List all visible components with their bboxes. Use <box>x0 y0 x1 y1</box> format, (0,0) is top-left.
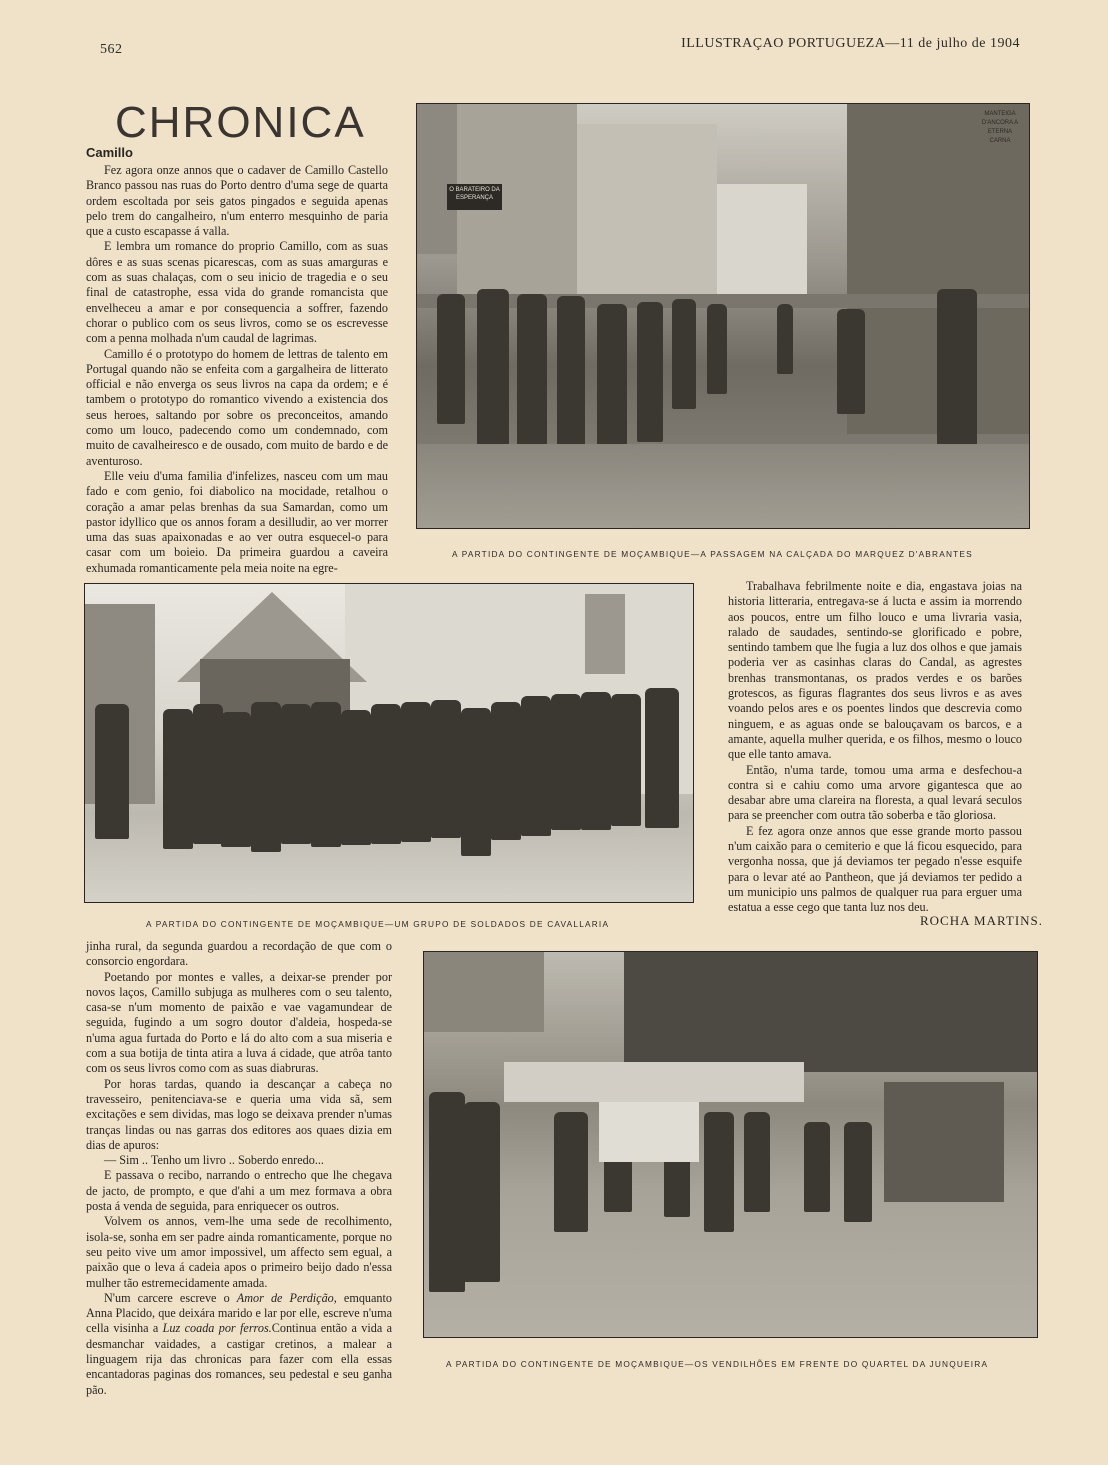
column-left-bottom <box>86 939 392 1397</box>
paragraph: E fez agora onze annos que esse grande morto passou n'um caixão para o cemiterio e que lá ficou esquecido, para vergonha nossa, que já deviamos ter pegado n'esse esquife para o levar até ao Pantheon, que já deviamos ter pedido a um municipio uns palmos de qualquer rua para erguer uma estatua a esse cego que tanta luz nos deu. <box>728 823 1022 915</box>
article-subtitle: Camillo <box>86 145 133 160</box>
book-title-luz: Luz coada por ferros. <box>162 1321 272 1336</box>
paragraph: E passava o recibo, narrando o entrecho que lhe chegava de jacto, de prompto, e que d'ahi a um mez formava a obra posta á venda de seguida, para enriquecer os outros. <box>86 1168 392 1214</box>
column-right <box>728 579 1022 914</box>
caption-photo-1: A PARTIDA DO CONTINGENTE DE MOÇAMBIQUE—A PASSAGEM NA CALÇADA DO MARQUEZ D'ABRANTES <box>452 549 973 559</box>
paragraph: Volvem os annos, vem-lhe uma sede de recolhimento, isola-se, sonha em ser padre ainda romanticamente, porque no seu peito vive um amor impossivel, um affecto sem egual, a paixão que o leva á cadeia apos o primeiro beijo dado n'essa mulher tão estremecidamente amada. <box>86 1214 392 1290</box>
shop-sign-right: MANTEIGA D'ANCORA A ETERNA CARNA <box>981 111 1019 144</box>
book-title-amor: Amor de Perdição <box>236 1290 334 1305</box>
author-signature: ROCHA MARTINS. <box>920 913 1044 928</box>
shop-sign-left: O BARATEIRO DA ESPERANÇA <box>447 184 502 210</box>
paragraph: jinha rural, da segunda guardou a recordação de que com o consorcio engordara. <box>86 939 392 969</box>
photo-street-march <box>416 103 1030 529</box>
caption-photo-2: A PARTIDA DO CONTINGENTE DE MOÇAMBIQUE—UM GRUPO DE SOLDADOS DE CAVALLARIA <box>146 919 610 929</box>
paragraph: E lembra um romance do proprio Camillo, com as suas dôres e as suas scenas picarescas, com as suas amarguras e com as suas chalaças, com o seu inicio de tragedia e o seu final de catastrophe, essa vida do grande romancista que envelheceu a amar e por consequencia a soffrer, fazendo chorar o publico com os seus livros, como se os escrevesse com a penna molhada n'um caudal de lagrimas. <box>86 239 388 346</box>
paragraph: Fez agora onze annos que o cadaver de Camillo Castello Branco passou nas ruas do Porto dentro d'uma sege de quarta ordem escoltada por seis gatos pingados e seguida apenas pelo trem do cangalheiro, n'um enterro mesquinho de paria que a custo escapasse á valla. <box>86 163 388 239</box>
paragraph: Elle veiu d'uma familia d'infelizes, nasceu com um mau fado e com genio, foi diabolico na mocidade, retalhou o coração a amar pelas brenhas da sua Samardan, como um pastor idyllico que os annos foram a desilludir, ao ver morrer uma das suas apaixonadas e ao ver outra esquecel-o para casar com um boieio. Da primeira guardou a caveira exhumada romanticamente pela meia noite na egre- <box>86 468 388 575</box>
paragraph: Poetando por montes e valles, a deixar-se prender por novos laços, Camillo subjuga as mulheres com o seu talento, casa-se n'um momento de paixão e vae vagamundear de seguida, fugindo a um sogro doutor d'aldeia, hospeda-se n'uma agua furtada do Porto e lá do alto com a sua miseria e com a sua botija de tinta atira a luva á cidade, que atrôa tanto com os seus livros como com as suas diabruras. <box>86 969 392 1076</box>
paragraph: N'um carcere escreve o Amor de Perdição, emquanto Anna Placido, que deixára marido e lar por elle, escreve n'uma cella visinha a Luz coada por ferros.Continua então a vida a desmanchar vaidades, a castigar cretinos, a malear a linguagem rija das chronicas para fazer com ella essas encantadoras paginas dos romances, seu pedestal e seu ganha pão. <box>86 1290 392 1397</box>
paragraph: Por horas tardas, quando ia descançar a cabeça no travesseiro, penitenciava-se e queria uma vida sã, sem excitações e sem dividas, mas logo se deixava prender n'umas tranças lindas ou nas garras dos editores aos quaes dizia em dias de apuros: <box>86 1076 392 1152</box>
photo-cavalry-group <box>84 583 694 903</box>
paragraph: Camillo é o prototypo do homem de lettras de talento em Portugal quando não se enfeita com a gargalheira de litterato official e não enverga os seus livros na capa da ordem; e é tambem o prototypo do romantico vivendo a existencia dos seus heroes, saltando por sobre os preconceitos, amando como um louco, padecendo como um condemnado, com muito de cavalheiresco e de ousado, com muito de bardo e de aventuroso. <box>86 346 388 468</box>
photo-vendors <box>423 951 1038 1338</box>
paragraph: Então, n'uma tarde, tomou uma arma e desfechou-a contra si e cahiu como uma arvore gigantesca que ao desabar abre uma clareira na floresta, a qual levará seculos para se preencher com outra tão soberba e tão gloriosa. <box>728 762 1022 823</box>
column-left-top <box>86 163 388 575</box>
page-number: 562 <box>100 42 123 57</box>
page-title: CHRONICA <box>115 98 366 147</box>
paragraph: — Sim .. Tenho um livro .. Soberdo enredo... <box>104 1153 324 1168</box>
paragraph: Trabalhava febrilmente noite e dia, engastava joias na historia litteraria, entregava-se á lucta e assim ia morrendo aos poucos, entre um filho louco e uma livraria vasia, ralado de saudades, sentindo-se glorificado e pobre, sentindo tambem que lhe fugia a luz dos olhos e que jamais poderia ver as casinhas claras do Candal, as agrestes brenhas transmontanas, os prados verdes e os barões grotescos, as figuras flagrantes dos seus livros e as aves voando pelos ares e os poentes lindos que descrevia como ninguem, e as aguas onde se balouçavam os barcos, e a amante, aquella mulher querida, e os filhos, mesmo o louco que elle tanto amava. <box>728 579 1022 762</box>
masthead: ILLUSTRAÇAO PORTUGUEZA—11 de julho de 1904 <box>681 36 1020 51</box>
caption-photo-3: A PARTIDA DO CONTINGENTE DE MOÇAMBIQUE—OS VENDILHÕES EM FRENTE DO QUARTEL DA JUNQUEIRA <box>446 1359 989 1369</box>
